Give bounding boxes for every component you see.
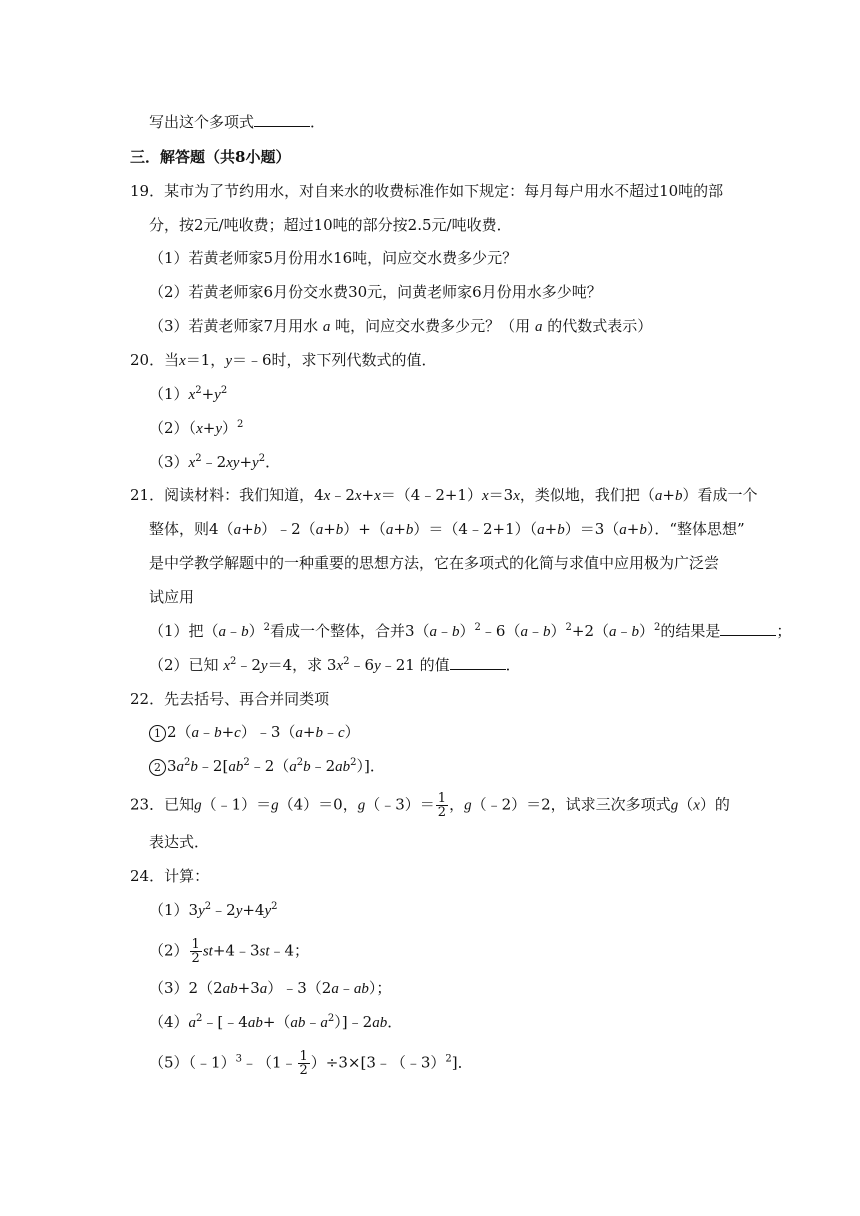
- q22-item2: 2 $3a^2b﹣2[ab^2﹣2(a^2b﹣2ab^2)]$．: [149, 756, 385, 777]
- q20-line1: 20．当x＝1，y＝﹣6时，求下列代数式的值．: [130, 351, 437, 369]
- q24-title: 24．计算：: [130, 867, 210, 885]
- fraction-half: $\frac{1}{2}$: [437, 791, 447, 820]
- section-title: 三．解答题（共8小题）: [130, 148, 291, 166]
- q19-sub1: （1）若黄老师家5月份用水16吨，问应交水费多少元？: [149, 249, 518, 267]
- circled-one: 1: [149, 725, 166, 742]
- answer-blank: [450, 655, 506, 670]
- fraction-half: $\frac{1}{2}$: [299, 1049, 308, 1078]
- q21-line3: 是中学教学解题中的一种重要的思想方法，它在多项式的化简与求值中应用极为广泛尝: [149, 554, 720, 572]
- answer-blank: [254, 112, 310, 127]
- q21-sub2: （2）已知 $x^2﹣2y=4$，求 $3x^2﹣6y﹣21$ 的值 ．: [149, 656, 521, 674]
- q21-line2: 整体，则4（a+b）﹣2（a+b）+（a+b）＝（4﹣2+1）（a+b）＝3（a+b）．“整体思想”: [149, 520, 745, 538]
- q22-title: 22．先去括号、再合并同类项: [130, 690, 330, 708]
- q21-line4: 试应用: [149, 588, 195, 606]
- q21-line1: 21．阅读材料：我们知道，4x﹣2x+x＝（4﹣2+1）x＝3x，类似地，我们把（a+b）看成一个: [130, 486, 758, 504]
- q24-part3: （3）2（2ab+3a）﹣3（2a﹣ab）；: [149, 979, 392, 997]
- q24-part5: （5）（﹣1）$^3$﹣（1﹣ $\frac{1}{2}$ ）÷3×[3﹣（﹣3）$^2$]．: [149, 1049, 473, 1078]
- q22-item1: 1 2（a﹣b+c）﹣3（a+b﹣c）: [149, 722, 360, 743]
- q24-part1: $(1)3y^2﹣2y+4y^2$: [149, 901, 278, 919]
- q23-line1: 23．已知g（﹣1）＝g（4）＝0，g（﹣3）＝ $\frac{1}{2}$ ，g（﹣2）＝2，试求三次多项式g（x）的: [130, 791, 730, 820]
- q20-part1: $(1)x^2+y^2$: [149, 385, 228, 403]
- q19-line2: 分，按2元/吨收费；超过10吨的部分按2.5元/吨收费．: [149, 216, 512, 234]
- q19-sub2: （2）若黄老师家6月份交水费30元，问黄老师家6月份用水多少吨？: [149, 283, 602, 301]
- q24-part2: （2） $\frac{1}{2}$ st+4﹣3st﹣4；: [149, 937, 310, 966]
- fraction-half: $\frac{1}{2}$: [191, 937, 200, 966]
- q20-part3: $(3)x^2﹣2xy+y^2$．: [149, 453, 281, 471]
- q21-sub1: （1）把（a﹣b）$^2$看成一个整体，合并3（a﹣b）$^2$﹣6（a﹣b）$^2$+2（a﹣b）$^2$的结果是 ；: [149, 622, 792, 640]
- q23-line2: 表达式．: [149, 833, 210, 851]
- q19-sub3: （3）若黄老师家7月用水 a 吨，问应交水费多少元？（用 a 的代数式表示）: [149, 317, 653, 335]
- circled-two: 2: [149, 759, 166, 776]
- q20-part2: $(2)(x+y)^2$: [149, 419, 244, 437]
- answer-blank: [720, 621, 776, 636]
- top-line: 写出这个多项式 ．: [149, 113, 326, 131]
- q19-line1: 19．某市为了节约用水，对自来水的收费标准作如下规定：每月每户用水不超过10吨的部: [130, 182, 724, 200]
- q24-part4: $(4)a^2﹣[﹣4ab+(ab﹣a^2)]﹣2ab$．: [149, 1013, 403, 1031]
